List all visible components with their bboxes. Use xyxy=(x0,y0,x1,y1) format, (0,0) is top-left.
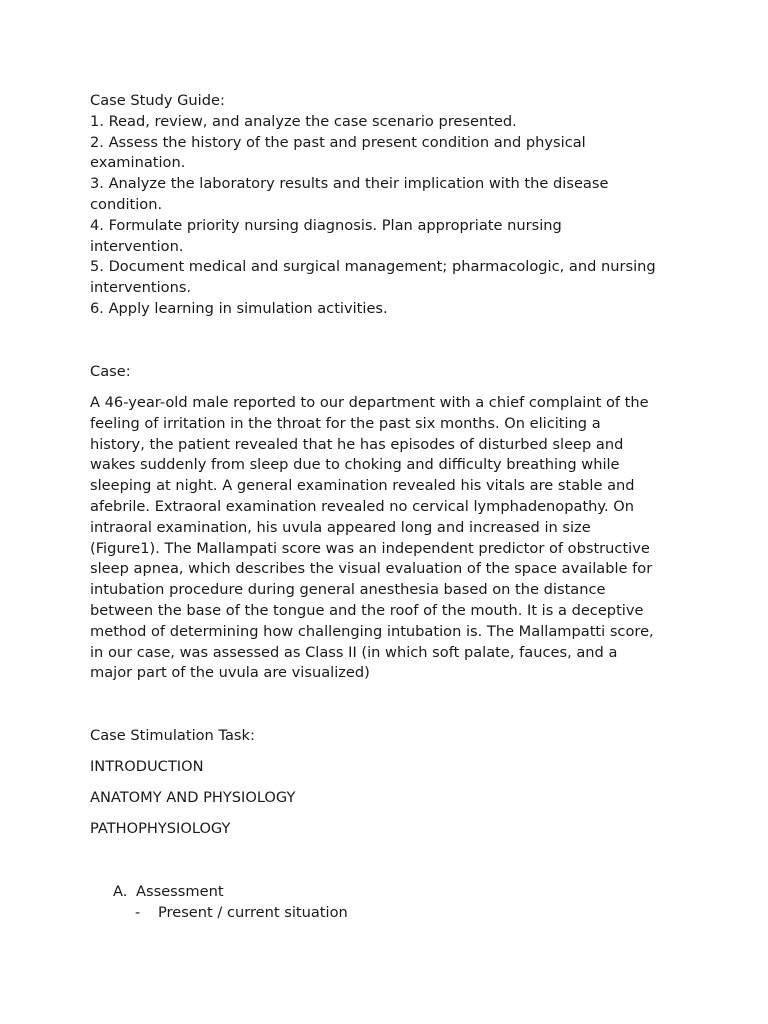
assessment-list-item xyxy=(113,882,224,903)
case-line: between the base of the tongue and the roof of the mouth. It is a deceptive xyxy=(90,601,644,619)
case-line: intubation procedure during general anesthesia based on the distance xyxy=(90,581,606,599)
case-heading: Case: xyxy=(90,363,131,380)
guide-line: 5. Document medical and surgical management; pharmacologic, and nursing xyxy=(90,258,656,276)
task-heading: Case Stimulation Task: xyxy=(90,727,255,744)
list-marker: A. xyxy=(113,883,128,900)
guide-line: 3. Analyze the laboratory results and their implication with the disease xyxy=(90,175,609,193)
guide-line: 2. Assess the history of the past and present condition and physical xyxy=(90,133,586,151)
case-line: wakes suddenly from sleep due to choking and difficulty breathing while xyxy=(90,456,620,474)
guide-line: 1. Read, review, and analyze the case scenario presented. xyxy=(90,112,517,130)
case-line: history, the patient revealed that he has episodes of disturbed sleep and xyxy=(90,435,624,453)
case-study-guide xyxy=(90,91,682,320)
guide-line: condition. xyxy=(90,195,163,213)
case-line: in our case, was assessed as Class II (in which soft palate, fauces, and a xyxy=(90,643,618,661)
case-line: sleeping at night. A general examination revealed his vitals are stable and xyxy=(90,477,635,495)
assessment-sub-item xyxy=(135,903,348,924)
guide-line: examination. xyxy=(90,154,186,172)
case-narrative xyxy=(90,393,682,684)
guide-line: 6. Apply learning in simulation activities. xyxy=(90,299,388,317)
case-line: major part of the uvula are visualized) xyxy=(90,664,370,682)
guide-line: intervention. xyxy=(90,237,184,255)
section-pathophysiology: PATHOPHYSIOLOGY xyxy=(90,820,231,837)
case-line: feeling of irritation in the throat for the past six months. On eliciting a xyxy=(90,414,601,432)
case-line: afebrile. Extraoral examination revealed no cervical lymphadenopathy. On xyxy=(90,497,634,515)
assessment-label: Assessment xyxy=(136,883,224,900)
case-line: A 46-year-old male reported to our department with a chief complaint of the xyxy=(90,394,649,411)
guide-line: interventions. xyxy=(90,279,192,297)
guide-line: 4. Formulate priority nursing diagnosis. Plan appropriate nursing xyxy=(90,216,562,234)
section-introduction: INTRODUCTION xyxy=(90,758,204,775)
sub-list-marker: - xyxy=(135,904,141,921)
sub-item-label: Present / current situation xyxy=(158,904,348,921)
case-line: sleep apnea, which describes the visual evaluation of the space available for xyxy=(90,560,653,578)
guide-title: Case Study Guide: xyxy=(90,92,225,109)
case-line: intraoral examination, his uvula appeared long and increased in size xyxy=(90,518,591,536)
case-line: method of determining how challenging intubation is. The Mallampatti score, xyxy=(90,622,654,640)
case-line: (Figure1). The Mallampati score was an independent predictor of obstructive xyxy=(90,539,650,557)
section-anatomy-physiology: ANATOMY AND PHYSIOLOGY xyxy=(90,789,296,806)
